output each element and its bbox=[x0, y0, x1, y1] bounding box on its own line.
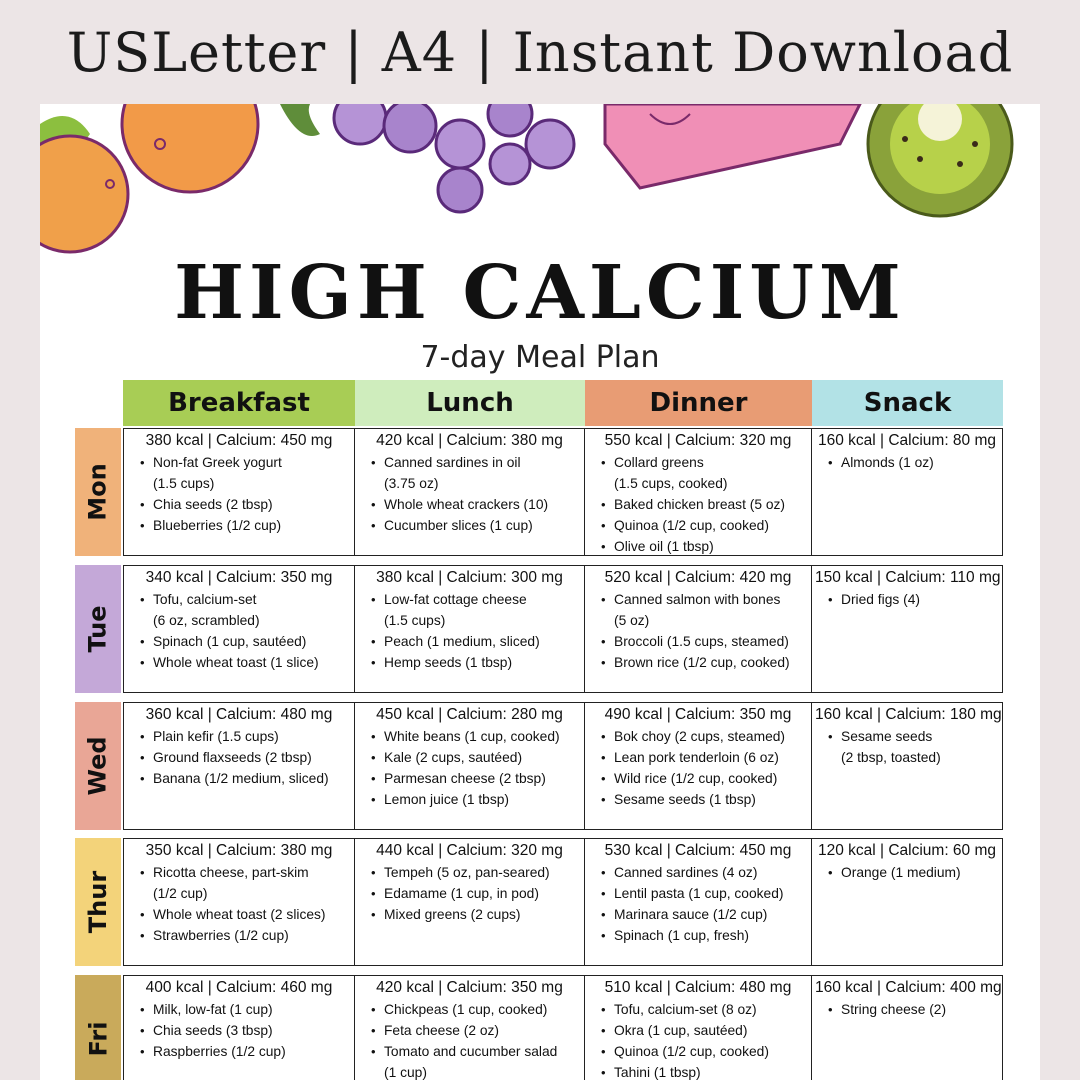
day-row bbox=[40, 428, 1040, 556]
meal-item: • Wild rice (1/2 cup, cooked) bbox=[588, 768, 808, 789]
meal-item: • Sesame seeds (2 tbsp, toasted) bbox=[815, 726, 999, 768]
meal-item: • Marinara sauce (1/2 cup) bbox=[588, 904, 808, 925]
column-header-label: Lunch bbox=[426, 388, 514, 418]
meal-summary: 160 kcal | Calcium: 80 mg bbox=[817, 432, 997, 449]
meal-item-list bbox=[588, 726, 808, 810]
meal-item: • Canned sardines in oil (3.75 oz) bbox=[358, 452, 581, 494]
meal-summary: 400 kcal | Calcium: 460 mg bbox=[145, 979, 333, 996]
meal-item: • Lean pork tenderloin (6 oz) bbox=[588, 747, 808, 768]
meal-item: • Dried figs (4) bbox=[815, 589, 999, 610]
meal-item: • Peach (1 medium, sliced) bbox=[358, 631, 581, 652]
meal-item-list bbox=[815, 452, 999, 473]
meal-item: • Quinoa (1/2 cup, cooked) bbox=[588, 515, 808, 536]
meal-cell-breakfast bbox=[123, 428, 355, 556]
column-header-label: Dinner bbox=[649, 388, 748, 418]
meal-cell-snack bbox=[812, 702, 1003, 830]
meal-summary: 420 kcal | Calcium: 350 mg bbox=[376, 979, 563, 996]
meal-cell-dinner bbox=[585, 428, 812, 556]
meal-cell-dinner bbox=[585, 975, 812, 1080]
meal-item: • Low-fat cottage cheese (1.5 cups) bbox=[358, 589, 581, 631]
day-label-text: Fri bbox=[83, 1021, 112, 1057]
meal-item: • Spinach (1 cup, sautéed) bbox=[127, 631, 351, 652]
meal-item: • Canned salmon with bones (5 oz) bbox=[588, 589, 808, 631]
fruit-illustration bbox=[40, 104, 1040, 264]
meal-item: • Tofu, calcium-set (6 oz, scrambled) bbox=[127, 589, 351, 631]
meal-item-list bbox=[588, 999, 808, 1080]
meal-cell-snack bbox=[812, 428, 1003, 556]
meal-item-list bbox=[358, 999, 581, 1080]
day-label-text: Mon bbox=[84, 463, 112, 521]
meal-item: • Feta cheese (2 oz) bbox=[358, 1020, 581, 1041]
meal-cell-lunch bbox=[355, 428, 585, 556]
meal-summary: 160 kcal | Calcium: 180 mg bbox=[815, 706, 1002, 723]
grapes-illustration bbox=[280, 104, 574, 212]
meal-item: • Baked chicken breast (5 oz) bbox=[588, 494, 808, 515]
meal-item: • Broccoli (1.5 cups, steamed) bbox=[588, 631, 808, 652]
meal-item: • Strawberries (1/2 cup) bbox=[127, 925, 351, 946]
page-title: HIGH CALCIUM bbox=[174, 250, 906, 336]
meal-cell-breakfast bbox=[123, 702, 355, 830]
meal-item: • Banana (1/2 medium, sliced) bbox=[127, 768, 351, 789]
meal-item: • Raspberries (1/2 cup) bbox=[127, 1041, 351, 1062]
meal-item: • White beans (1 cup, cooked) bbox=[358, 726, 581, 747]
meal-cell-dinner bbox=[585, 702, 812, 830]
day-label bbox=[75, 702, 121, 830]
banner-text: USLetter | A4 | Instant Download bbox=[66, 20, 1014, 84]
day-label-text: Tue bbox=[84, 605, 113, 653]
meal-item: • Kale (2 cups, sautéed) bbox=[358, 747, 581, 768]
meal-cell-lunch bbox=[355, 975, 585, 1080]
meal-item-list bbox=[588, 862, 808, 946]
meal-summary: 160 kcal | Calcium: 400 mg bbox=[815, 979, 1002, 996]
day-row bbox=[40, 565, 1040, 693]
meal-item: • Whole wheat crackers (10) bbox=[358, 494, 581, 515]
meal-plan-page bbox=[40, 104, 1040, 1080]
meal-item-list bbox=[127, 726, 351, 789]
meal-cell-breakfast bbox=[123, 838, 355, 966]
meal-item-list bbox=[127, 589, 351, 673]
meal-item: • Chickpeas (1 cup, cooked) bbox=[358, 999, 581, 1020]
meal-item: • Canned sardines (4 oz) bbox=[588, 862, 808, 883]
meal-item-list bbox=[815, 726, 999, 768]
meal-summary: 340 kcal | Calcium: 350 mg bbox=[145, 569, 333, 586]
meal-item-list bbox=[358, 726, 581, 810]
meal-item: • String cheese (2) bbox=[815, 999, 999, 1020]
meal-summary: 510 kcal | Calcium: 480 mg bbox=[604, 979, 792, 996]
meal-item: • Parmesan cheese (2 tbsp) bbox=[358, 768, 581, 789]
meal-item-list bbox=[358, 862, 581, 925]
meal-item: • Non-fat Greek yogurt (1.5 cups) bbox=[127, 452, 351, 494]
meal-item: • Collard greens (1.5 cups, cooked) bbox=[588, 452, 808, 494]
meal-item: • Cucumber slices (1 cup) bbox=[358, 515, 581, 536]
meal-item: • Orange (1 medium) bbox=[815, 862, 999, 883]
meal-cell-lunch bbox=[355, 838, 585, 966]
meal-item: • Tahini (1 tbsp) bbox=[588, 1062, 808, 1080]
meal-item: • Whole wheat toast (1 slice) bbox=[127, 652, 351, 673]
kiwi-illustration bbox=[868, 104, 1012, 216]
meal-item: • Spinach (1 cup, fresh) bbox=[588, 925, 808, 946]
meal-cell-snack bbox=[812, 975, 1003, 1080]
banner bbox=[0, 0, 1080, 104]
meal-item: • Blueberries (1/2 cup) bbox=[127, 515, 351, 536]
day-row bbox=[40, 838, 1040, 966]
meal-summary: 490 kcal | Calcium: 350 mg bbox=[604, 706, 792, 723]
meal-item-list bbox=[588, 452, 808, 556]
meal-item: • Brown rice (1/2 cup, cooked) bbox=[588, 652, 808, 673]
meal-summary: 550 kcal | Calcium: 320 mg bbox=[604, 432, 792, 449]
meal-item-list bbox=[127, 862, 351, 946]
meal-summary: 350 kcal | Calcium: 380 mg bbox=[145, 842, 333, 859]
meal-item: • Lemon juice (1 tbsp) bbox=[358, 789, 581, 810]
meal-item: • Chia seeds (2 tbsp) bbox=[127, 494, 351, 515]
day-label bbox=[75, 838, 121, 966]
orange-illustration bbox=[40, 104, 258, 252]
meal-item: • Lentil pasta (1 cup, cooked) bbox=[588, 883, 808, 904]
meal-item: • Tomato and cucumber salad (1 cup) bbox=[358, 1041, 581, 1080]
meal-summary: 450 kcal | Calcium: 280 mg bbox=[376, 706, 563, 723]
meal-item: • Plain kefir (1.5 cups) bbox=[127, 726, 351, 747]
meal-item: • Quinoa (1/2 cup, cooked) bbox=[588, 1041, 808, 1062]
meal-item-list bbox=[127, 452, 351, 536]
day-label bbox=[75, 565, 121, 693]
meal-summary: 420 kcal | Calcium: 380 mg bbox=[376, 432, 563, 449]
meal-item-list bbox=[358, 589, 581, 673]
meal-item: • Ground flaxseeds (2 tbsp) bbox=[127, 747, 351, 768]
meal-item: • Chia seeds (3 tbsp) bbox=[127, 1020, 351, 1041]
meal-cell-lunch bbox=[355, 702, 585, 830]
meal-summary: 150 kcal | Calcium: 110 mg bbox=[815, 569, 1001, 586]
meal-item: • Olive oil (1 tbsp) bbox=[588, 536, 808, 556]
meal-cell-dinner bbox=[585, 838, 812, 966]
meal-summary: 530 kcal | Calcium: 450 mg bbox=[604, 842, 792, 859]
meal-item: • Tofu, calcium-set (8 oz) bbox=[588, 999, 808, 1020]
meal-item-list bbox=[358, 452, 581, 536]
meal-item: • Sesame seeds (1 tbsp) bbox=[588, 789, 808, 810]
meal-summary: 360 kcal | Calcium: 480 mg bbox=[145, 706, 333, 723]
meal-item: • Almonds (1 oz) bbox=[815, 452, 999, 473]
meal-item: • Edamame (1 cup, in pod) bbox=[358, 883, 581, 904]
column-header-dinner bbox=[585, 380, 812, 426]
meal-item: • Okra (1 cup, sautéed) bbox=[588, 1020, 808, 1041]
meal-item: • Milk, low-fat (1 cup) bbox=[127, 999, 351, 1020]
day-label bbox=[75, 428, 121, 556]
meal-cell-dinner bbox=[585, 565, 812, 693]
meal-cell-breakfast bbox=[123, 975, 355, 1080]
column-header-snack bbox=[812, 380, 1003, 426]
meal-item-list bbox=[815, 589, 999, 610]
day-row bbox=[40, 702, 1040, 830]
meal-item-list bbox=[588, 589, 808, 673]
meal-item: • Whole wheat toast (2 slices) bbox=[127, 904, 351, 925]
cake-illustration bbox=[605, 104, 860, 188]
meal-item-list bbox=[815, 862, 999, 883]
meal-item: • Ricotta cheese, part-skim (1/2 cup) bbox=[127, 862, 351, 904]
column-header-breakfast bbox=[123, 380, 355, 426]
meal-item: • Bok choy (2 cups, steamed) bbox=[588, 726, 808, 747]
meal-item-list bbox=[815, 999, 999, 1020]
day-row bbox=[40, 975, 1040, 1080]
column-header-label: Snack bbox=[863, 388, 952, 418]
day-label-text: Wed bbox=[84, 736, 113, 796]
meal-summary: 120 kcal | Calcium: 60 mg bbox=[817, 842, 997, 859]
page-subtitle: 7-day Meal Plan bbox=[420, 340, 660, 375]
meal-cell-breakfast bbox=[123, 565, 355, 693]
meal-cell-snack bbox=[812, 565, 1003, 693]
meal-summary: 380 kcal | Calcium: 450 mg bbox=[145, 432, 333, 449]
column-header-label: Breakfast bbox=[168, 388, 310, 418]
meal-item: • Hemp seeds (1 tbsp) bbox=[358, 652, 581, 673]
meal-summary: 380 kcal | Calcium: 300 mg bbox=[376, 569, 563, 586]
meal-item: • Mixed greens (2 cups) bbox=[358, 904, 581, 925]
day-label bbox=[75, 975, 121, 1080]
meal-cell-lunch bbox=[355, 565, 585, 693]
meal-item: • Tempeh (5 oz, pan-seared) bbox=[358, 862, 581, 883]
column-header-lunch bbox=[355, 380, 585, 426]
meal-summary: 520 kcal | Calcium: 420 mg bbox=[604, 569, 792, 586]
meal-cell-snack bbox=[812, 838, 1003, 966]
day-label-text: Thur bbox=[84, 870, 113, 934]
meal-summary: 440 kcal | Calcium: 320 mg bbox=[376, 842, 563, 859]
meal-item-list bbox=[127, 999, 351, 1062]
